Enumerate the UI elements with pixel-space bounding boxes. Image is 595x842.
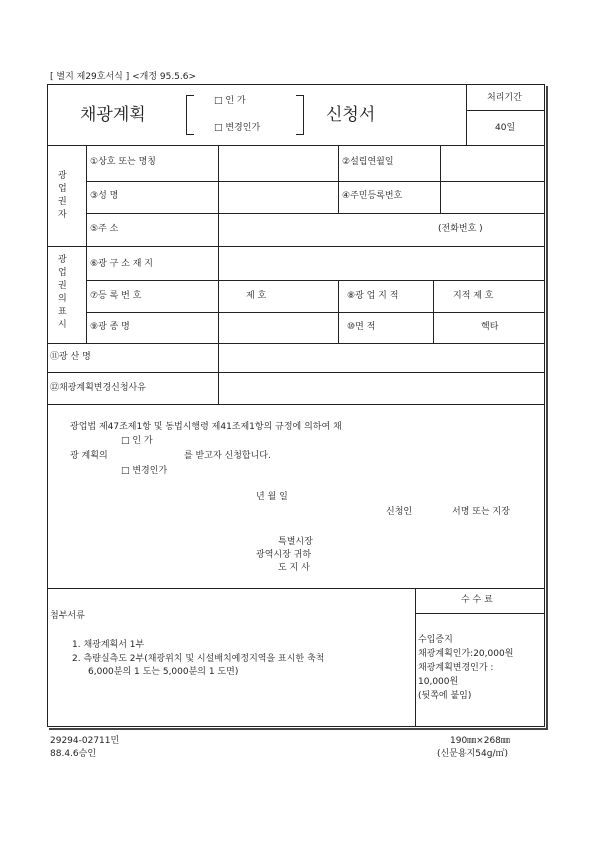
divider bbox=[415, 588, 416, 727]
paper-type: (신문용지54g/㎡) bbox=[437, 749, 508, 759]
statement-line-2b: 를 받고자 신청합니다. bbox=[184, 451, 271, 461]
form-title-right: 신청서 bbox=[326, 105, 376, 125]
application-date: 년 월 일 bbox=[256, 492, 288, 502]
divider bbox=[338, 145, 339, 213]
fee-approval: 채광계획인가:20,000원 bbox=[418, 649, 514, 659]
title-option-change: □ 변경인가 bbox=[214, 123, 261, 133]
bracket-left bbox=[186, 95, 194, 135]
divider bbox=[47, 404, 545, 405]
area-unit: 헥타 bbox=[481, 322, 499, 332]
paper-size: 190㎜×268㎜ bbox=[450, 736, 510, 746]
applicant-section-label: 광 업 권 자 bbox=[58, 171, 67, 221]
divider bbox=[338, 280, 339, 343]
mining-right-section-label: 광 업 권 의 표 시 bbox=[58, 255, 67, 331]
signature-label: 서명 또는 지장 bbox=[452, 507, 510, 517]
bracket-right bbox=[296, 95, 304, 135]
area-label: ⑩면 적 bbox=[347, 322, 376, 332]
divider bbox=[86, 181, 545, 182]
divider bbox=[415, 613, 545, 614]
mine-location-label: ⑥광 구 소 재 지 bbox=[90, 259, 153, 269]
fee-note: (뒷쪽에 붙임) bbox=[418, 691, 472, 701]
divider bbox=[47, 246, 545, 247]
founding-date-label: ②설립연월일 bbox=[342, 157, 394, 167]
mine-name-label: ⑪광 산 명 bbox=[50, 352, 91, 362]
mining-map-value: 지적 제 호 bbox=[453, 291, 494, 301]
divider bbox=[86, 280, 545, 281]
divider bbox=[86, 312, 545, 313]
statement-option-approval: □ 인 가 bbox=[121, 436, 153, 446]
person-name-label: ③성 명 bbox=[90, 191, 119, 201]
registration-number-label: ⑦등 록 번 호 bbox=[90, 291, 142, 301]
attachment-item-2-cont: 6,000분의 1 도는 5,000분의 1 도면) bbox=[88, 667, 239, 677]
phone-label: (전화번호 ) bbox=[438, 224, 483, 234]
divider bbox=[433, 280, 434, 343]
form-code: 29294-02711민 bbox=[50, 736, 120, 746]
divider bbox=[47, 145, 545, 146]
recipient-metro-city: 광역시장 귀하 bbox=[256, 550, 312, 560]
statement-line-1: 광업법 제47조제1항 및 동법시행령 제41조제1항의 규정에 의하여 채 bbox=[70, 422, 342, 432]
recipient-governor: 도 지 사 bbox=[278, 563, 310, 573]
divider bbox=[86, 145, 87, 343]
attachment-item-1: 1. 채광계획서 1부 bbox=[72, 640, 145, 650]
company-name-label: ①상호 또는 명칭 bbox=[90, 157, 156, 167]
change-reason-label: ⑫채광계획변경신청사유 bbox=[50, 383, 146, 393]
attachment-item-2: 2. 측량실측도 2부(채광위치 및 시설배치예정지역을 표시한 축척 bbox=[72, 654, 325, 664]
divider bbox=[218, 145, 219, 404]
processing-period-label: 처리기간 bbox=[487, 93, 522, 103]
fee-stamp: 수입증지 bbox=[418, 635, 453, 645]
mining-map-label: ⑧광 업 지 적 bbox=[347, 291, 399, 301]
attachments-label: 첨부서류 bbox=[50, 611, 85, 621]
statement-option-change: □ 변경인가 bbox=[121, 466, 168, 476]
divider bbox=[47, 343, 545, 344]
form-number-note: [ 별지 제29호서식 ] <개정 95.5.6> bbox=[50, 72, 197, 82]
divider bbox=[47, 588, 545, 589]
approval-date: 88.4.6승인 bbox=[50, 749, 97, 759]
divider bbox=[466, 110, 545, 111]
form-title-left: 채광계획 bbox=[80, 105, 146, 125]
registration-number-value: 제 호 bbox=[246, 291, 267, 301]
resident-number-label: ④주민등록번호 bbox=[342, 191, 403, 201]
title-option-approval: □ 인 가 bbox=[214, 96, 246, 106]
divider bbox=[466, 84, 467, 145]
statement-line-2a: 광 계획의 bbox=[70, 451, 108, 461]
divider bbox=[47, 372, 545, 373]
applicant-label: 신청인 bbox=[386, 507, 413, 517]
fee-change-label: 채광계획변경인가 : bbox=[418, 663, 494, 673]
address-label: ⑤주 소 bbox=[90, 224, 119, 234]
divider bbox=[440, 145, 441, 213]
fee-label: 수 수 료 bbox=[461, 595, 493, 605]
processing-period-value: 40일 bbox=[495, 123, 516, 133]
mineral-name-label: ⑨광 종 명 bbox=[90, 322, 130, 332]
fee-change-value: 10,000원 bbox=[418, 677, 459, 687]
recipient-special-city: 특별시장 bbox=[278, 537, 313, 547]
divider bbox=[86, 213, 545, 214]
